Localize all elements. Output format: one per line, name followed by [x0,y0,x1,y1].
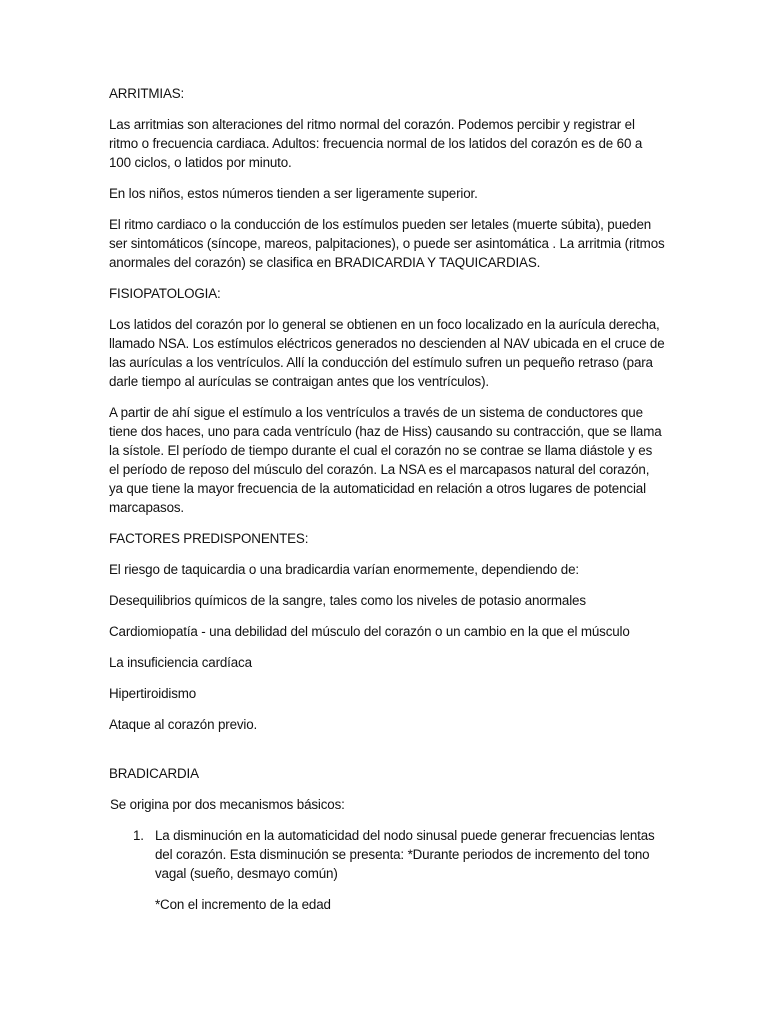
paragraph-ritmo: El ritmo cardiaco o la conducción de los estímulos pueden ser letales (muerte súbita), pueden ser sintomáticos (síncope, mareos, palpitaciones), o puede ser asintomática . La arritmia (ritmos anormales del corazón) se clasifica en BRADICARDIA Y TAQUICARDIAS. [109,217,665,270]
paragraph-riesgo: El riesgo de taquicardia o una bradicardia varían enormemente, dependiendo de: [109,562,579,577]
paragraph-apartir: A partir de ahí sigue el estímulo a los ventrículos a través de un sistema de conductores que tiene dos haces, uno para cada ventrículo (haz de Hiss) causando su contracción, que se llama la sístole. El período de tiempo durante el cual el corazón no se contrae se llama diástole y es el período de reposo del músculo del corazón. La NSA es el marcapasos natural del corazón, ya que tiene la mayor frecuencia de la automaticidad en relación a otros lugares de potencial marcapasos. [109,405,662,515]
list-sub-note: *Con el incremento de la edad [155,897,331,912]
paragraph-latidos: Los latidos del corazón por lo general se obtienen en un foco localizado en la aurícula derecha, llamado NSA. Los estímulos eléctricos generados no descienden al NAV ubicada en el cruce de las aurículas a los ventrículos. Allí la conducción del estímulo sufren un pequeño retraso (para darle tiempo al aurículas se contraigan antes que los ventrículos). [109,317,665,389]
paragraph-origina: Se origina por dos mecanismos básicos: [110,797,345,812]
document-body [109,84,665,926]
paragraph-cardiomiopatia: Cardiomiopatía - una debilidad del músculo del corazón o un cambio en la que el músculo [109,624,630,639]
paragraph-desequilibrios: Desequilibrios químicos de la sangre, tales como los niveles de potasio anormales [109,593,586,608]
paragraph-insuficiencia: La insuficiencia cardíaca [109,655,252,670]
paragraph-intro: Las arritmias son alteraciones del ritmo normal del corazón. Podemos percibir y registrar el ritmo o frecuencia cardiaca. Adultos: frecuencia normal de los latidos del corazón es de 60 a 100 ciclos, o latidos por minuto. [109,117,643,170]
list-marker: 1. [133,828,144,843]
heading-arritmias: ARRITMIAS: [109,86,185,101]
heading-fisiopatologia: FISIOPATOLOGIA: [109,286,221,301]
list-item-text: La disminución en la automaticidad del nodo sinusal puede generar frecuencias lentas del corazón. Esta disminución se presenta: *Durante periodos de incremento del tono vagal (sueño, desmayo común) [155,828,655,881]
paragraph-hipertiroidismo: Hipertiroidismo [109,686,197,701]
heading-bradicardia: BRADICARDIA [109,766,199,781]
numbered-list [109,826,665,883]
paragraph-ataque: Ataque al corazón previo. [109,717,258,732]
paragraph-ninos: En los niños, estos números tienden a ser ligeramente superior. [109,186,478,201]
heading-factores: FACTORES PREDISPONENTES: [109,531,309,546]
list-item [109,826,665,883]
